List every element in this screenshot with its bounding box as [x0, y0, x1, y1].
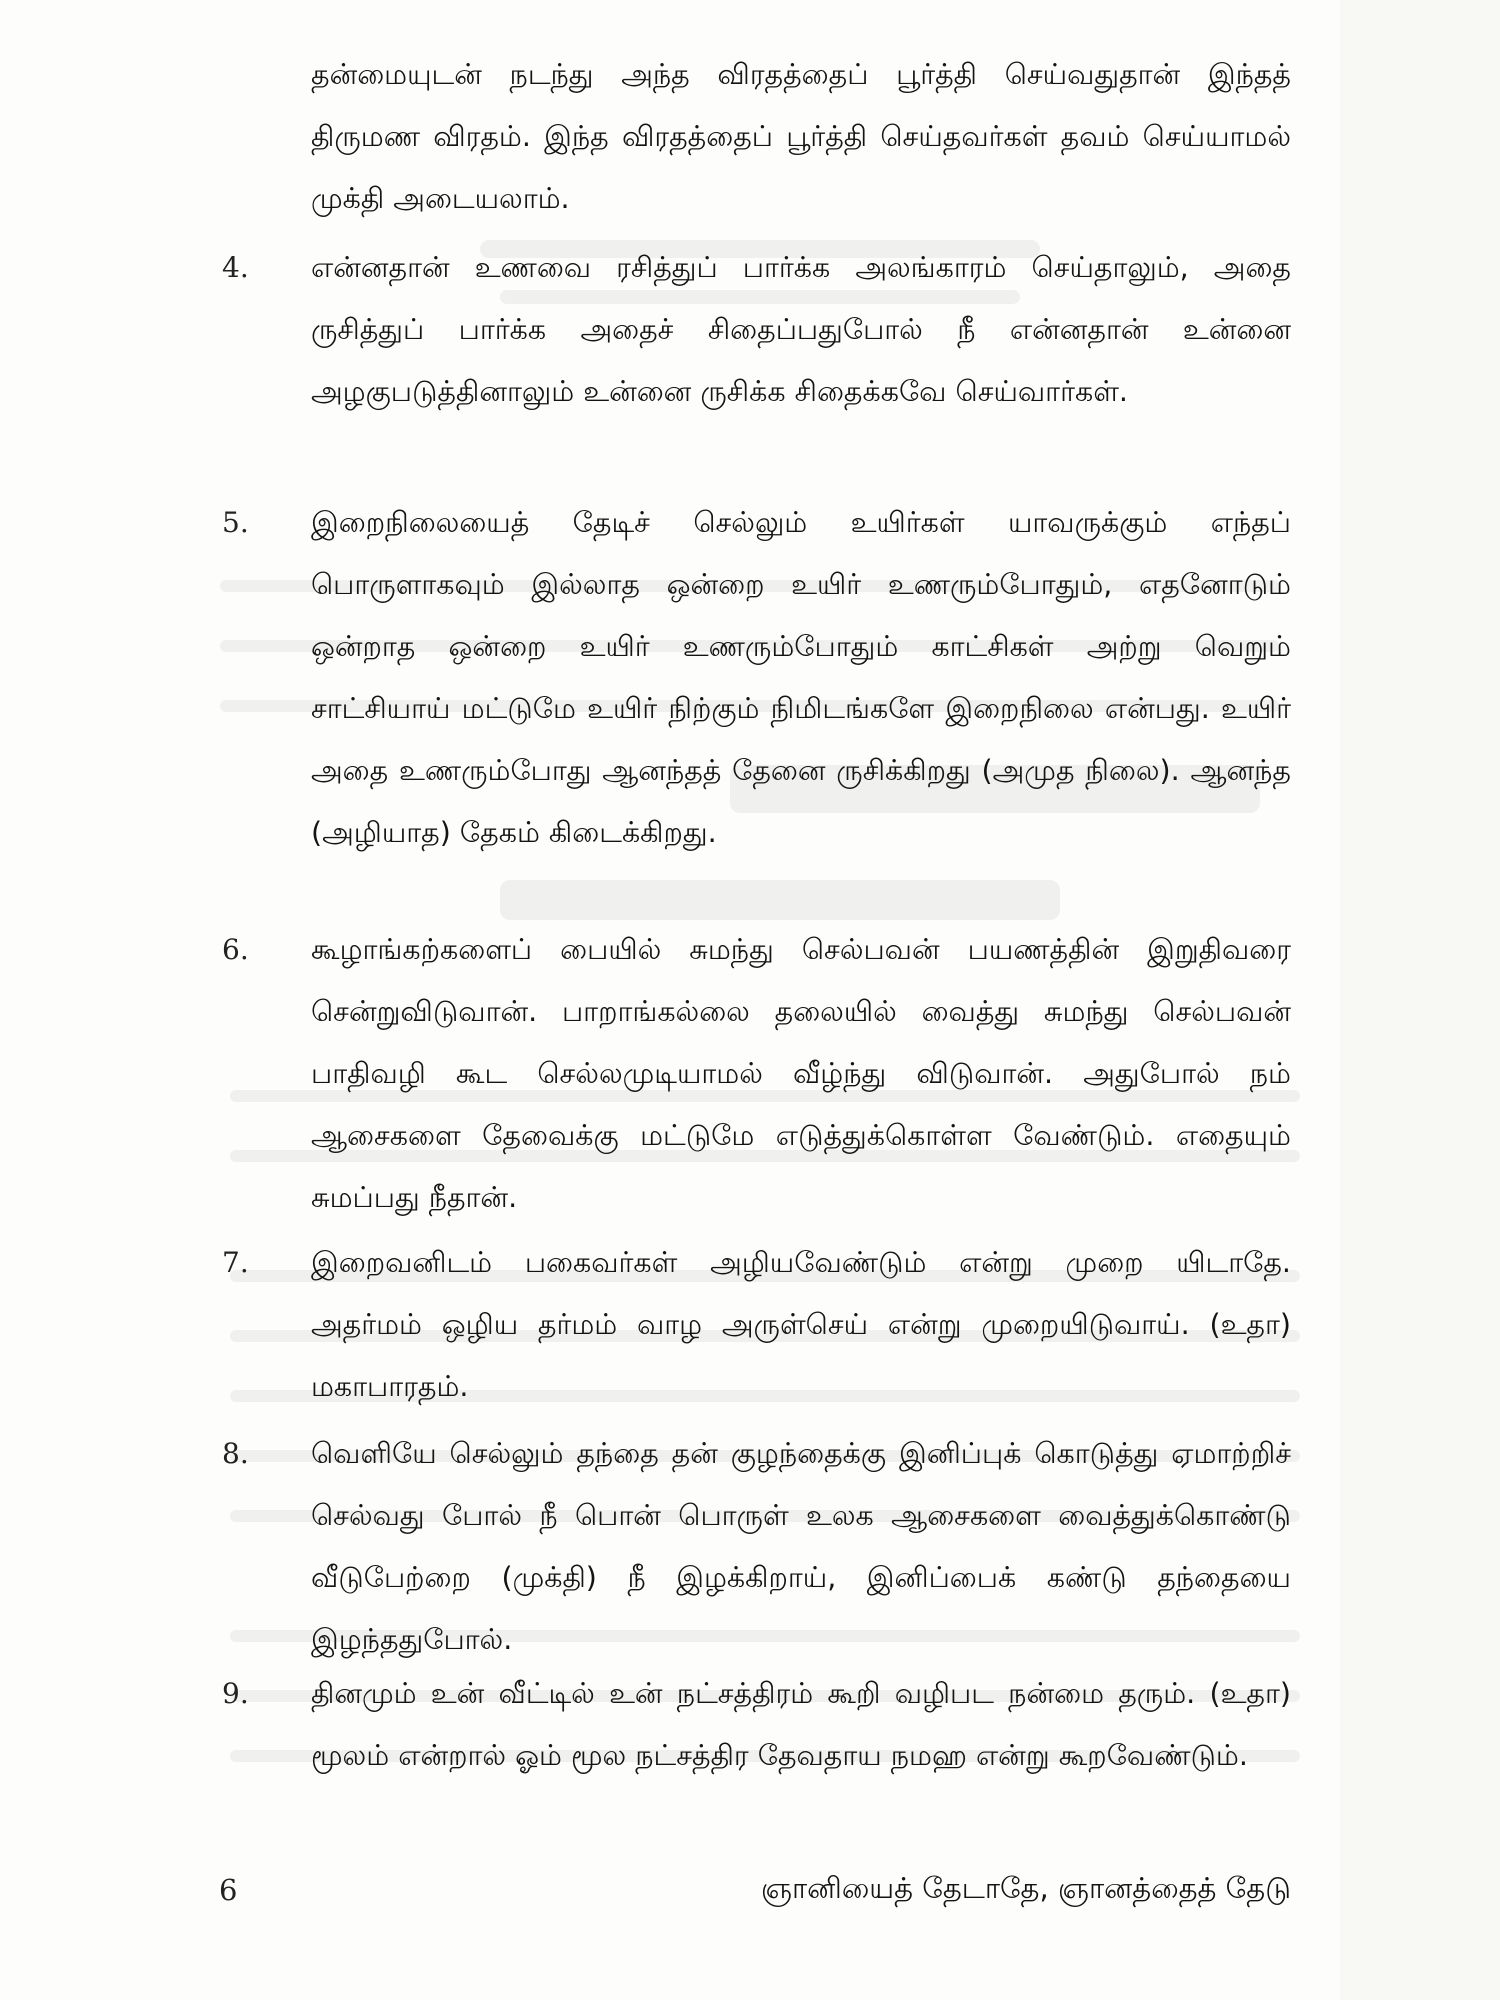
item-text: கூழாங்கற்களைப் பையில் சுமந்து செல்பவன் பயணத்தின் இறுதிவரை சென்றுவிடுவான். பாறாங்கல்லை தலையில் வைத்து சுமந்து செல்பவன் பாதிவழி கூட செல்லமுடியாமல் வீழ்ந்து விடுவான். அதுபோல் நம் ஆசைகளை தேவைக்கு மட்டுமே எடுத்துக்கொள்ள வேண்டும். எதையும் சுமப்பது நீதான்.	[311, 933, 1291, 1214]
item-number: 8.	[222, 1437, 249, 1470]
item-text: வெளியே செல்லும் தந்தை தன் குழந்தைக்கு இனிப்புக் கொடுத்து ஏமாற்றிச் செல்வது போல் நீ பொன் பொருள் உலக ஆசைகளை வைத்துக்கொண்டு வீடுபேற்றை (முக்தி) நீ இழக்கிறாய், இனிப்பைக் கண்டு தந்தையை இழந்ததுபோல்.	[311, 1437, 1291, 1656]
item-text: இறைநிலையைத் தேடிச் செல்லும் உயிர்கள் யாவருக்கும் எந்தப் பொருளாகவும் இல்லாத ஒன்றை உயிர் உணரும்போதும், எதனோடும் ஒன்றாத ஒன்றை உயிர் உணரும்போதும் காட்சிகள் அற்று வெறும் சாட்சியாய் மட்டுமே உயிர் நிற்கும் நிமிடங்களே இறைநிலை என்பது. உயிர் அதை உணரும்போது ஆனந்தத் தேனை ருசிக்கிறது (அமுத நிலை). ஆனந்த (அழியாத) தேகம் கிடைக்கிறது.	[311, 506, 1291, 849]
item-number: 9.	[222, 1677, 249, 1710]
item-number: 6.	[222, 933, 249, 966]
item-text: இறைவனிடம் பகைவர்கள் அழியவேண்டும் என்று முறை யிடாதே. அதர்மம் ஒழிய தர்மம் வாழ அருள்செய் என்று முறையிடுவாய். (உதா) மகாபாரதம்.	[311, 1246, 1291, 1403]
item-text: என்னதான் உணவை ரசித்துப் பார்க்க அலங்காரம் செய்தாலும், அதை ருசித்துப் பார்க்க அதைச் சிதைப்பதுபோல் நீ என்னதான் உன்னை அழகுபடுத்தினாலும் உன்னை ருசிக்க சிதைக்கவே செய்வார்கள்.	[311, 251, 1291, 408]
running-footer-title: ஞானியைத் தேடாதே, ஞானத்தைத் தேடு	[760, 1871, 1291, 1905]
item-number: 7.	[222, 1246, 249, 1279]
item-number: 4.	[222, 251, 249, 284]
continued-paragraph: தன்மையுடன் நடந்து அந்த விரதத்தைப் பூர்த்தி செய்வதுதான் இந்தத் திருமண விரதம். இந்த விரதத்தைப் பூர்த்தி செய்தவர்கள் தவம் செய்யாமல் முக்தி அடையலாம்.	[311, 58, 1291, 215]
item-number: 5.	[222, 506, 249, 539]
item-text: தினமும் உன் வீட்டில் உன் நட்சத்திரம் கூறி வழிபட நன்மை தரும். (உதா) மூலம் என்றால் ஓம் மூல நட்சத்திர தேவதாய நமஹ என்று கூறவேண்டும்.	[311, 1677, 1291, 1772]
page-number: 6	[219, 1873, 238, 1907]
